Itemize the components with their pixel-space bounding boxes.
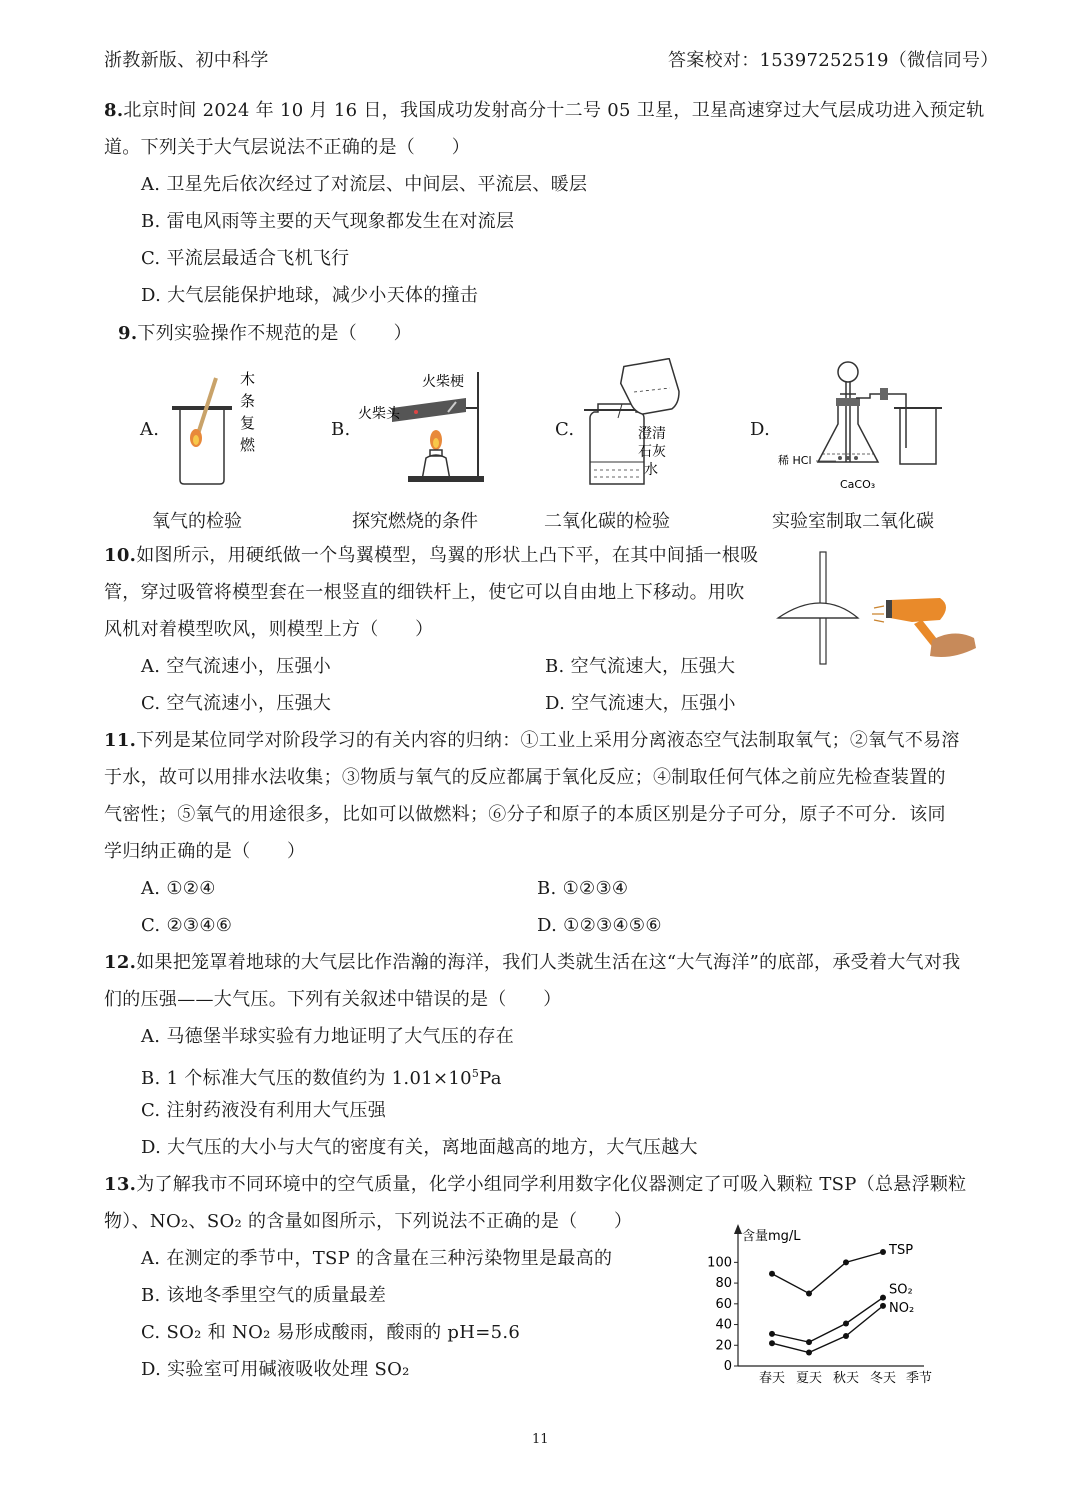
data-point (880, 1303, 886, 1309)
x-tick-label: 春天 (758, 1371, 786, 1386)
q10-line1 (104, 543, 758, 569)
figure-oxygen-test (168, 368, 268, 490)
q13-stem: 为了解我市不同环境中的空气质量，化学小组同学利用数字化仪器测定了可吸入颗粒 TSP（总悬浮颗粒 (136, 1174, 967, 1195)
q13-number: 13. (104, 1174, 137, 1195)
q11-line2: 于水，故可以用排水法收集；③物质与氧气的反应都属于氧化反应；④制取任何气体之前应先检查装置的 (104, 767, 946, 788)
q13-option-b: B. 该地冬季里空气的质量最差 (141, 1285, 387, 1306)
q11-option-b: B. ①②③④ (537, 878, 629, 899)
q11-line4: 学归纳正确的是（ ） (104, 841, 306, 862)
q10-option-c: C. 空气流速小，压强大 (141, 693, 332, 714)
y-tick-label: 100 (707, 1255, 732, 1271)
q8-option-d: D. 大气层能保护地球，减少小天体的撞击 (141, 285, 479, 306)
data-point (806, 1350, 812, 1356)
fig-a-char-2: 条 (240, 392, 256, 410)
figure-co2-preparation (776, 358, 946, 494)
q12-option-b (141, 1061, 502, 1092)
q10-number: 10. (104, 545, 137, 566)
q9-label-b: B. (331, 419, 351, 440)
fig-d-solid-label: CaCO₃ (840, 478, 876, 491)
fig-a-char-1: 木 (240, 370, 256, 388)
data-point (880, 1249, 886, 1255)
q11-option-c: C. ②③④⑥ (141, 915, 233, 936)
q12-stem: 如果把笼罩着地球的大气层比作浩瀚的海洋，我们人类就生活在这“大气海洋”的底部，承受着大气对我 (136, 952, 961, 973)
fig-d-acid-label: 稀 HCl (778, 454, 812, 467)
q12-option-b-exponent: 5 (471, 1067, 480, 1080)
q13-line1 (104, 1172, 966, 1198)
q11-stem: 下列是某位同学对阶段学习的有关内容的归纳：①工业上采用分离液态空气法制取氧气；②氧气不易溶 (136, 730, 960, 751)
q11-option-d: D. ①②③④⑤⑥ (537, 915, 662, 936)
q12-line2: 们的压强——大气压。下列有关叙述中错误的是（ ） (104, 989, 562, 1010)
q10-line2: 管，穿过吸管将模型套在一根竖直的细铁杆上，使它可以自由地上下移动。用吹 (104, 582, 745, 603)
y-axis-arrow (734, 1224, 742, 1234)
figure-wing-model (772, 548, 982, 668)
fig-b-label-left: 火柴头 (358, 406, 400, 422)
q8-option-a: A. 卫星先后依次经过了对流层、中间层、平流层、暖层 (141, 174, 588, 195)
q8-line2: 道。下列关于大气层说法不正确的是（ ） (104, 137, 470, 158)
data-point (806, 1290, 812, 1296)
series-line-0 (772, 1252, 883, 1293)
q12-line1 (104, 950, 960, 976)
q8-option-b: B. 雷电风雨等主要的天气现象都发生在对流层 (141, 211, 515, 232)
y-tick-label: 80 (715, 1276, 732, 1292)
q12-option-b-text: B. 1 个标准大气压的数值约为 1.01×10 (141, 1068, 472, 1089)
legend-label: TSP (889, 1243, 914, 1258)
legend-label: NO₂ (889, 1300, 915, 1316)
q8-number: 8. (104, 100, 124, 121)
q9-stem: 下列实验操作不规范的是（ ） (137, 323, 412, 344)
fig-c-char-2: 石灰 (638, 444, 666, 460)
q10-option-a: A. 空气流速小，压强小 (141, 656, 332, 677)
fig-a-char-3: 复 (240, 414, 256, 432)
q11-line1 (104, 728, 960, 754)
q9-label-a: A. (140, 419, 160, 440)
q9-caption-c: 二氧化碳的检验 (544, 511, 670, 532)
q9-caption-d: 实验室制取二氧化碳 (772, 511, 934, 532)
data-point (843, 1333, 849, 1339)
q13-option-d: D. 实验室可用碱液吸收处理 SO₂ (141, 1359, 410, 1380)
y-tick-label: 20 (715, 1338, 732, 1354)
q12-option-b-unit: Pa (479, 1068, 502, 1089)
figure-combustion-conditions (356, 368, 486, 490)
q13-line2: 物）、NO₂、SO₂ 的含量如图所示，下列说法不正确的是（ ） (104, 1211, 633, 1232)
q9-caption-b: 探究燃烧的条件 (352, 511, 478, 532)
fig-c-char-1: 澄清 (638, 426, 666, 442)
x-tick-label: 秋天 (832, 1371, 860, 1386)
q12-option-d: D. 大气压的大小与大气的密度有关，离地面越高的地方，大气压越大 (141, 1137, 698, 1158)
q11-option-a: A. ①②④ (141, 878, 216, 899)
header-right: 答案校对：15397252519（微信同号） (668, 50, 999, 71)
page-number: 11 (532, 1432, 549, 1447)
fig-b-label-top: 火柴梗 (422, 374, 464, 390)
x-tick-label: 冬天 (869, 1371, 897, 1386)
data-point (769, 1331, 775, 1337)
header-left: 浙教新版、初中科学 (104, 50, 269, 71)
q8-line1 (104, 98, 985, 124)
q8-option-c: C. 平流层最适合飞机飞行 (141, 248, 350, 269)
q10-line3: 风机对着模型吹风，则模型上方（ ） (104, 619, 434, 640)
q11-line3: 气密性；⑤氧气的用途很多，比如可以做燃料；⑥分子和原子的本质区别是分子可分，原子不可分．该同 (104, 804, 946, 825)
q9-caption-a: 氧气的检验 (152, 511, 242, 532)
q9-line (118, 321, 412, 347)
q12-option-a: A. 马德堡半球实验有力地证明了大气压的存在 (141, 1026, 515, 1047)
x-axis-label: 季节 (906, 1371, 933, 1386)
y-axis-label: 含量mg/L (742, 1229, 801, 1244)
figure-co2-test (582, 358, 692, 490)
q13-option-c: C. SO₂ 和 NO₂ 易形成酸雨，酸雨的 pH=5.6 (141, 1322, 521, 1343)
q12-option-c: C. 注射药液没有利用大气压强 (141, 1100, 387, 1121)
q13-option-a: A. 在测定的季节中，TSP 的含量在三种污染物里是最高的 (141, 1248, 613, 1269)
q11-number: 11. (104, 730, 137, 751)
data-point (880, 1295, 886, 1301)
data-point (843, 1321, 849, 1327)
q9-label-c: C. (555, 419, 575, 440)
q10-stem: 如图所示，用硬纸做一个鸟翼模型，鸟翼的形状上凸下平，在其中间插一根吸 (136, 545, 759, 566)
q10-option-b: B. 空气流速大，压强大 (545, 656, 736, 677)
data-point (806, 1339, 812, 1345)
q12-number: 12. (104, 952, 137, 973)
data-point (843, 1259, 849, 1265)
data-point (769, 1271, 775, 1277)
legend-label: SO₂ (889, 1282, 913, 1298)
q9-number: 9. (118, 323, 138, 344)
q10-option-d: D. 空气流速大，压强小 (545, 693, 736, 714)
x-tick-label: 夏天 (795, 1371, 823, 1386)
y-tick-label: 0 (723, 1359, 732, 1374)
data-point (769, 1340, 775, 1346)
y-tick-label: 40 (715, 1317, 732, 1333)
fig-a-char-4: 燃 (240, 436, 256, 454)
pollutant-line-chart (698, 1222, 948, 1392)
y-tick-label: 60 (715, 1296, 732, 1312)
fig-c-char-3: 水 (644, 462, 658, 478)
q8-stem: 北京时间 2024 年 10 月 16 日，我国成功发射高分十二号 05 卫星，卫星高速穿过大气层成功进入预定轨 (123, 100, 985, 121)
series-line-2 (772, 1306, 883, 1353)
q9-label-d: D. (750, 419, 771, 440)
